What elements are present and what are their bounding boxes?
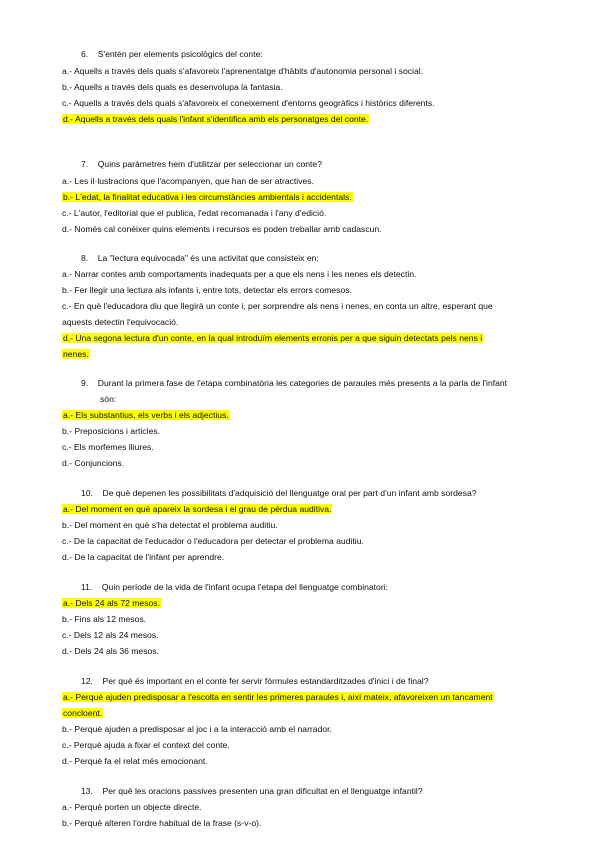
question-10: 10. De què depenen les possibilitats d'adquisició del llenguatge oral per part d'un infant amb sordesa? (81, 488, 477, 498)
option-6d (62, 114, 369, 125)
option-10a (62, 504, 332, 515)
highlighted-answer: a.- Perquè ajuden predisposar a l'escolta en sentir les primeres paraules i, així mateix, afavoreixen un tancament (63, 692, 493, 702)
question-7: 7. Quins paràmetres hem d'utilitzar per seleccionar un conte? (81, 159, 322, 169)
option-8c: c.- En què l'educadora diu que llegirà un conte i, per sorprendre als nens i nenes, en conta un altre, esperant que (62, 301, 493, 311)
highlighted-answer: concloent. (63, 708, 103, 718)
option-12d: d.- Perquè fa el relat més emocionant. (62, 756, 208, 766)
question-13: 13. Per què les oracions passives presenten una gran dificultat en el llenguatge infantil? (81, 786, 423, 796)
option-8c-cont: aquests detectin l'equivocació. (62, 317, 179, 327)
option-12c: c.- Perquè ajuda a fixar el context del conte. (62, 740, 230, 750)
highlighted-answer: a.- Els substantius, els verbs i els adjectius. (63, 410, 229, 420)
highlighted-answer: b.- L'edat, la finalitat educativa i les circumstàncies ambientals i accidentals. (63, 192, 352, 202)
option-10d: d.- De la capacitat de l'infant per aprendre. (62, 552, 225, 562)
option-8d (62, 333, 483, 344)
option-7a: a.- Les il·lustracions que l'acompanyen, que han de ser atractives. (62, 176, 314, 186)
option-8d-cont (62, 349, 90, 360)
option-10b: b.- Del moment en què s'ha detectat el problema auditiu. (62, 520, 278, 530)
question-11: 11. Quin període de la vida de l'infant ocupa l'etapa del llenguatge combinatori: (81, 582, 388, 592)
question-9-cont: són: (100, 394, 117, 404)
question-9: 9. Durant la primera fase de l'etapa combinatòria les categories de paraules més presents a la parla de l'infant (81, 378, 508, 388)
option-9b: b.- Preposicions i articles. (62, 426, 160, 436)
option-11a (62, 598, 161, 609)
option-6c: c.- Aquells a través dels quals s'afavoreix el coneixement d'entorns geogràfics i històrics diferents. (62, 98, 435, 108)
option-11c: c.- Dels 12 als 24 mesos. (62, 630, 159, 640)
option-12b: b.- Perquè ajuden a predisposar al joc i a la interacció amb el narrador. (62, 724, 332, 734)
option-9c: c.- Els morfemes lliures. (62, 442, 154, 452)
question-6: 6. S'entén per elements psicològics del conte: (81, 49, 263, 59)
option-6b: b.- Aquells a través dels quals es desenvolupa la fantasia. (62, 82, 283, 92)
option-13b: b.- Perquè alteren l'ordre habitual de la frase (s-v-o). (62, 818, 262, 828)
highlighted-answer: a.- Del moment en què apareix la sordesa i el grau de pèrdua auditiva. (63, 504, 332, 514)
option-12a-cont (62, 708, 103, 719)
option-8a: a.- Narrar contes amb comportaments inadequats per a que els nens i les nenes els detectin. (62, 269, 417, 279)
option-6a: a.- Aquells a través dels quals s'afavoreix l'aprenentatge d'hàbits d'autonomia personal i social. (62, 66, 424, 76)
option-10c: c.- De la capacitat de l'educador o l'educadora per detectar el problema auditiu. (62, 536, 364, 546)
question-8: 8. La "lectura equivocada" és una activitat que consisteix en: (81, 253, 319, 263)
highlighted-answer: a.- Dels 24 als 72 mesos. (63, 598, 160, 608)
option-7b (62, 192, 353, 203)
highlighted-answer: d.- Una segona lectura d'un conte, en la qual introduïm elements erronis per a que siguin detectats pels nens i (63, 333, 483, 343)
option-12a (62, 692, 494, 703)
option-11d: d.- Dels 24 als 36 mesos. (62, 646, 159, 656)
question-12: 12. Per què és important en el conte fer servir fórmules estandarditzades d'inici i de final? (81, 676, 429, 686)
option-9d: d.- Conjuncions. (62, 458, 125, 468)
option-8b: b.- Fer llegir una lectura als infants i, entre tots, detectar els errors comesos. (62, 285, 352, 295)
highlighted-answer: d.- Aquells a través dels quals l'infant s'identifica amb els personatges del conte. (63, 114, 369, 124)
option-7c: c.- L'autor, l'editorial que el publica, l'edat recomanada i l'any d'edició. (62, 208, 327, 218)
option-13a: a.- Perquè porten un objecte directe. (62, 802, 202, 812)
option-11b: b.- Fins als 12 mesos. (62, 614, 147, 624)
option-7d: d.- Només cal conèixer quins elements i recursos es poden treballar amb cadascun. (62, 224, 382, 234)
highlighted-answer: nenes. (63, 349, 89, 359)
option-9a (62, 410, 230, 421)
